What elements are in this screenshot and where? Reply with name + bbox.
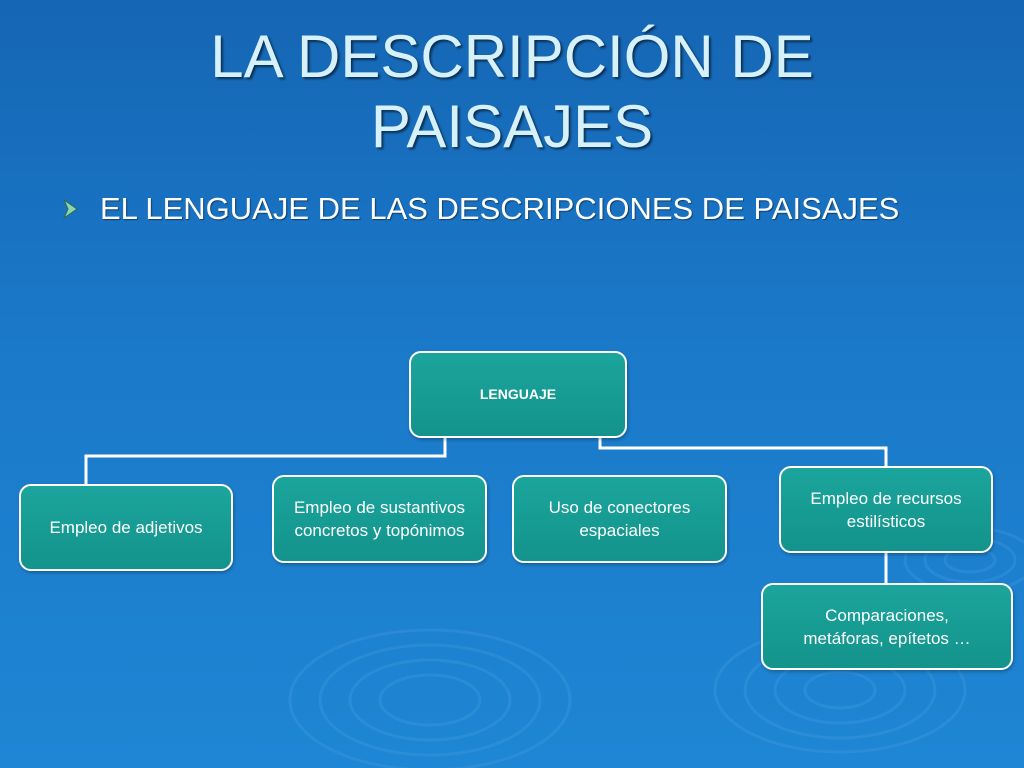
slide-title: LA DESCRIPCIÓN DE PAISAJES bbox=[210, 23, 814, 160]
node-lenguaje-label: LENGUAJE bbox=[479, 386, 557, 402]
node-recursos-label: Empleo de recursos estilísticos bbox=[810, 488, 962, 531]
bullet-text: EL LENGUAJE DE LAS DESCRIPCIONES DE PAISAJES bbox=[100, 191, 900, 226]
node-adjetivos-label: Empleo de adjetivos bbox=[49, 518, 203, 537]
node-lenguaje bbox=[409, 351, 627, 438]
node-conectores bbox=[512, 475, 727, 563]
node-recursos bbox=[779, 466, 993, 553]
node-comparaciones-label: Comparaciones, metáforas, epítetos … bbox=[803, 605, 971, 648]
node-sustantivos bbox=[272, 475, 487, 563]
node-comparaciones bbox=[761, 583, 1013, 670]
node-adjetivos bbox=[19, 484, 233, 571]
node-sustantivos-label: Empleo de sustantivos concretos y topónimos bbox=[293, 498, 466, 540]
node-conectores-label: Uso de conectores espaciales bbox=[548, 498, 691, 540]
